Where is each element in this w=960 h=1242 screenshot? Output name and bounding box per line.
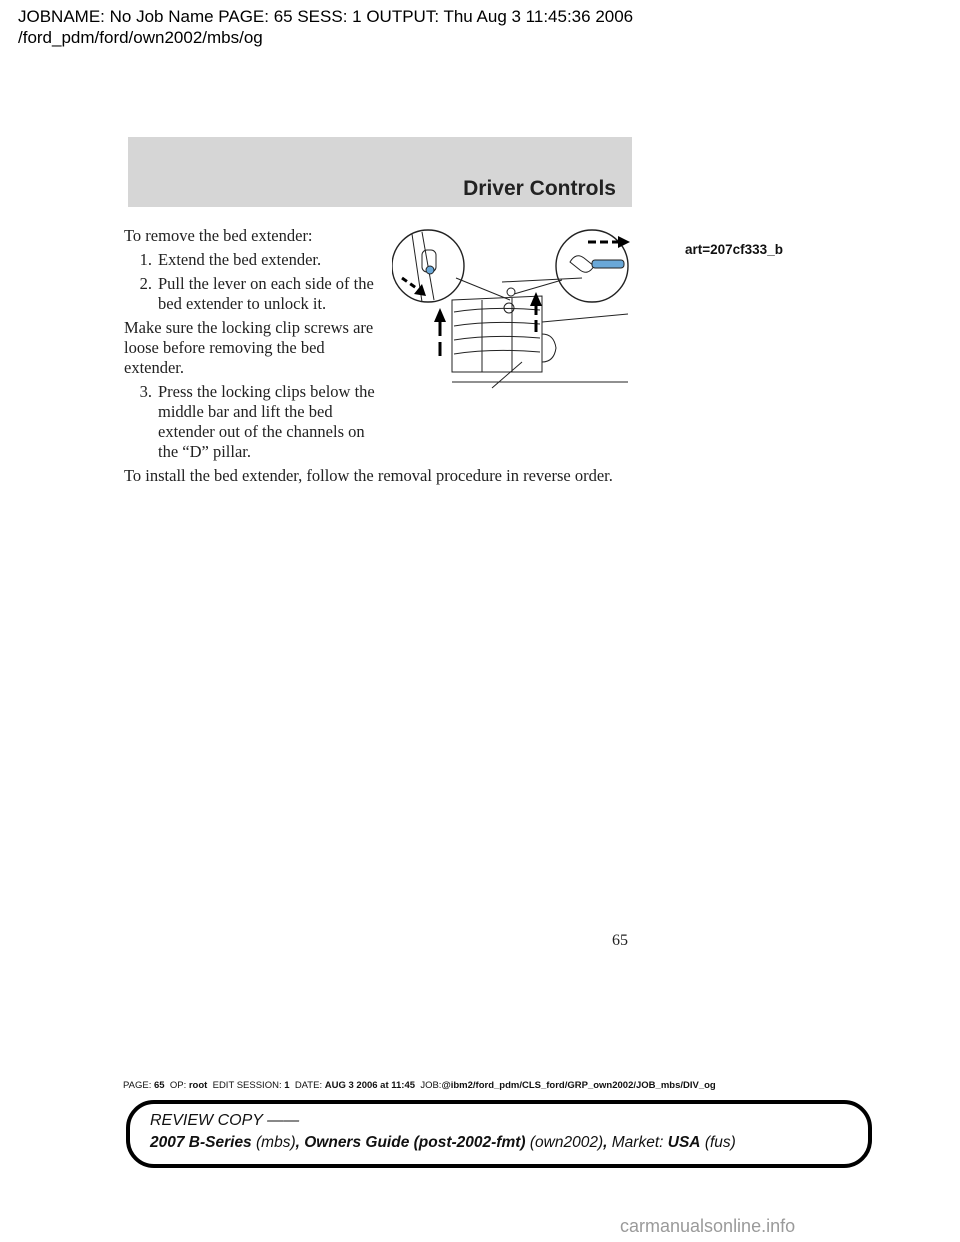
watermark: carmanualsonline.info (620, 1216, 796, 1236)
page-number: 65 (612, 932, 628, 949)
section-title: Driver Controls (463, 177, 616, 200)
footer-metadata: PAGE: 65 OP: root EDIT SESSION: 1 DATE: AUG 3 2006 at 11:45 JOB:@ibm2/ford_pdm/CLS_ford/GRP_own2002/JOB_mbs/DIV_og (123, 1080, 716, 1091)
bed-extender-illustration (392, 222, 632, 394)
job-header-line-2: /ford_pdm/ford/own2002/mbs/og (18, 28, 263, 47)
review-copy-label: REVIEW COPY —— (150, 1112, 300, 1129)
step-2: 2. Pull the lever on each side of the bed extender to unlock it. (139, 274, 374, 313)
section-header-band (128, 137, 632, 207)
step-3: 3. Press the locking clips below the middle bar and lift the bed extender out of the channels on the “D” pillar. (139, 382, 375, 461)
job-header-line-1: JOBNAME: No Job Name PAGE: 65 SESS: 1 OUTPUT: Thu Aug 3 11:45:36 2006 (18, 7, 634, 26)
review-copy-details: 2007 B-Series (mbs), Owners Guide (post-2002-fmt) (own2002), Market: USA (fus) (150, 1134, 736, 1151)
review-copy-box (126, 1100, 872, 1168)
art-reference: art=207cf333_b (685, 242, 783, 257)
intro-text: To remove the bed extender: (124, 226, 313, 245)
step-1: 1. Extend the bed extender. (139, 250, 322, 269)
note-text: Make sure the locking clip screws are loose before removing the bed extender. (124, 318, 374, 377)
install-text: To install the bed extender, follow the removal procedure in reverse order. (124, 466, 613, 485)
job-header (18, 6, 633, 48)
